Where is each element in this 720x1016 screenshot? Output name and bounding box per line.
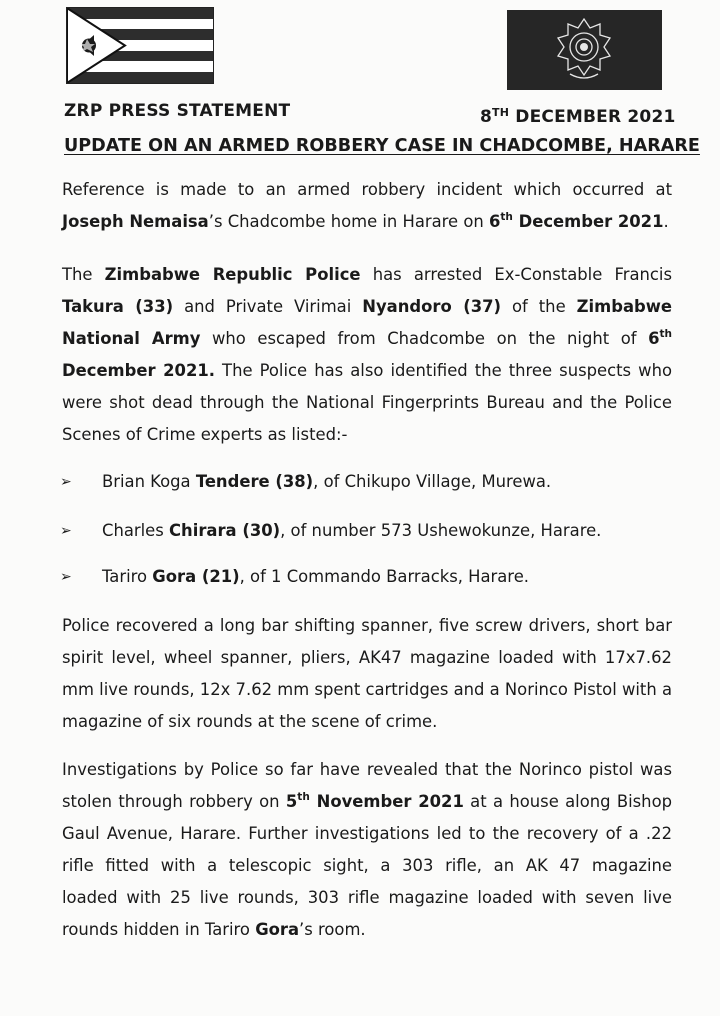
zimbabwe-flag-logo bbox=[66, 7, 214, 84]
arrow-bullet-icon: ➢ bbox=[60, 569, 72, 585]
document-title: UPDATE ON AN ARMED ROBBERY CASE IN CHADCOMBE, HARARE bbox=[64, 136, 700, 156]
statement-date: 8TH DECEMBER 2021 bbox=[480, 106, 676, 127]
paragraph-2: The Zimbabwe Republic Police has arrested Ex-Constable Francis Takura (33) and Private Virimai Nyandoro (37) of the Zimbabwe National Army who escaped from Chadcombe on the night of 6th December 2021. The Police has also identified the three suspects who were shot dead through the National Fingerprints Bureau and the Police Scenes of Crime experts as listed:- bbox=[62, 265, 672, 444]
paragraph-1: Reference is made to an armed robbery incident which occurred at Joseph Nemaisa’s Chadcombe home in Harare on 6th December 2021. bbox=[62, 180, 672, 231]
arrow-bullet-icon: ➢ bbox=[60, 474, 72, 490]
zrp-emblem-logo bbox=[507, 10, 662, 90]
arrow-bullet-icon: ➢ bbox=[60, 523, 72, 539]
paragraph-4: Investigations by Police so far have revealed that the Norinco pistol was stolen through robbery on 5th November 2021 at a house along Bishop Gaul Avenue, Harare. Further investigations led to the recovery of a .22 rifle fitted with a telescopic sight, a 303 rifle, an AK 47 magazine loaded with 25 live rounds, 303 rifle magazine loaded with seven live rounds hidden in Tariro Gora’s room. bbox=[62, 760, 673, 939]
paragraph-3: Police recovered a long bar shifting spanner, five screw drivers, short bar spirit level, wheel spanner, pliers, AK47 magazine loaded with 17x7.62 mm live rounds, 12x 7.62 mm spent cartridges and a Norinco Pistol with a magazine of six rounds at the scene of crime. bbox=[62, 616, 672, 731]
press-statement-label: ZRP PRESS STATEMENT bbox=[64, 101, 291, 121]
